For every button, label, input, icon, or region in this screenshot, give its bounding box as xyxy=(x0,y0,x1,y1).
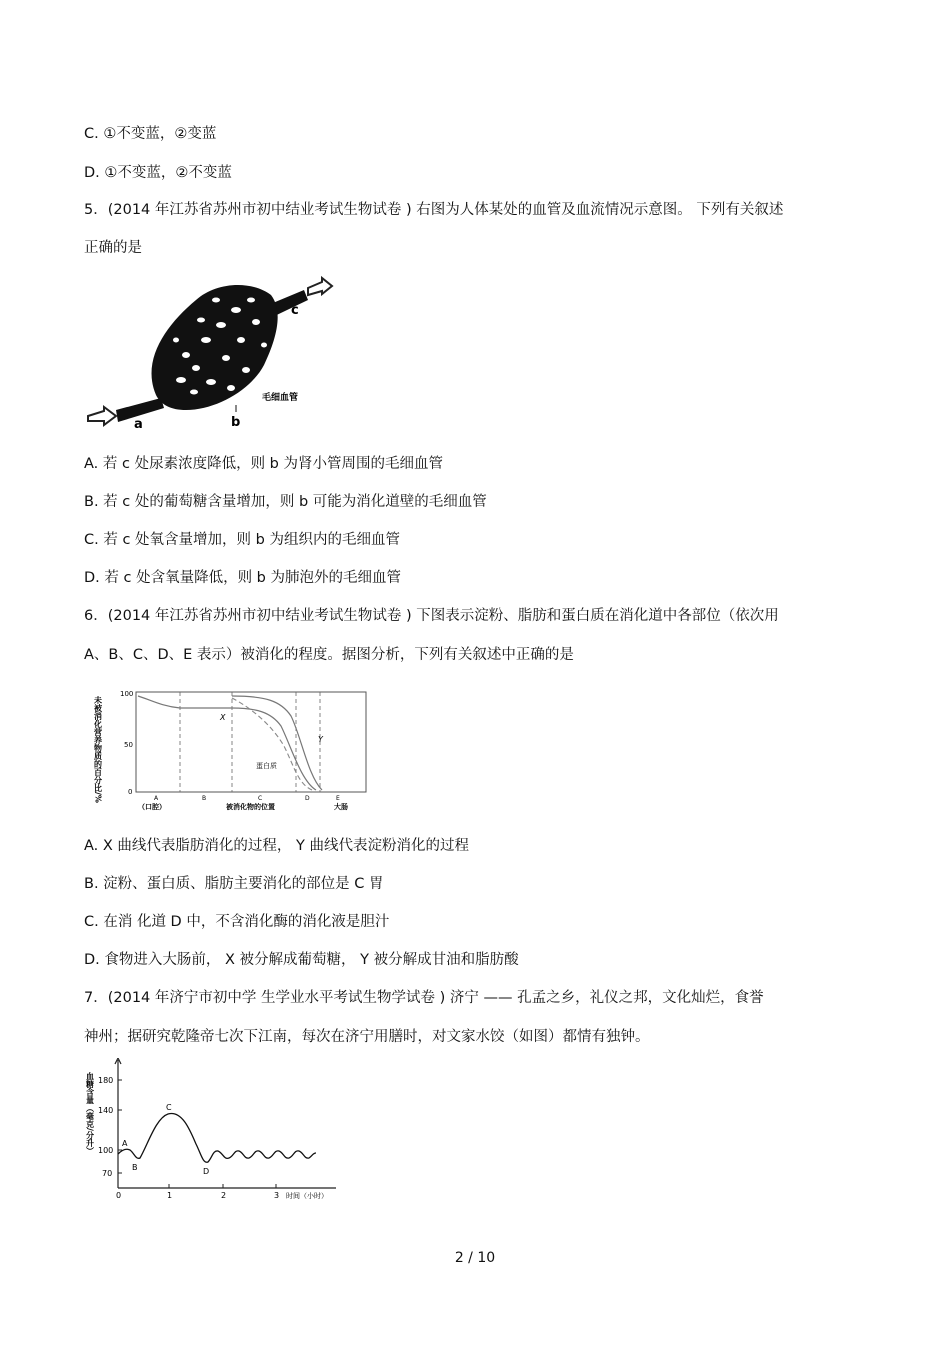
curve-protein xyxy=(232,698,312,790)
capillary-diagram xyxy=(86,270,336,435)
pt-b: B xyxy=(132,1163,138,1172)
option-c-q4: C. ①不变蓝，②变蓝 xyxy=(84,126,217,142)
digestion-ylabel: 未被消化营养物质的百分比/% xyxy=(93,696,103,803)
curve-y xyxy=(232,696,322,790)
bs-x0: 0 xyxy=(116,1191,122,1200)
question-6-stem-cont: A、B、C、D、E 表示）被消化的程度。据图分析，下列有关叙述中正确的是 xyxy=(84,647,574,663)
page-number: 2 / 10 xyxy=(454,1250,496,1266)
bs-y70: 70 xyxy=(102,1169,113,1178)
seg-e: E xyxy=(336,795,340,802)
digestion-y0: 0 xyxy=(128,788,133,796)
curve-x xyxy=(138,696,316,790)
label-capillary: 毛细血管 xyxy=(262,393,299,403)
bs-x2: 2 xyxy=(221,1191,227,1200)
digestion-y50: 50 xyxy=(124,741,133,749)
option-d-q5: D. 若 c 处含氧量降低，则 b 为肺泡外的毛细血管 xyxy=(84,570,401,586)
blood-sugar-curve xyxy=(118,1113,316,1162)
seg-b: B xyxy=(202,795,207,802)
digestion-chart xyxy=(86,686,376,816)
pt-a: A xyxy=(122,1139,128,1148)
bs-y140: 140 xyxy=(98,1106,114,1115)
label-c: c xyxy=(291,303,299,318)
seg-c: C xyxy=(258,795,263,802)
option-a-q5: A. 若 c 处尿素浓度降低，则 b 为肾小管周围的毛细血管 xyxy=(84,456,443,472)
option-c-q6: C. 在消 化道 D 中，不含消化酶的消化液是胆汁 xyxy=(84,914,390,930)
seg-a-sub: （口腔） xyxy=(138,803,166,811)
option-d-q4: D. ①不变蓝，②不变蓝 xyxy=(84,165,232,181)
question-7-stem: 7．(2014 年济宁市初中学 生学业水平考试生物学试卷 ) 济宁 —— 孔孟之乡，礼仪之邦，文化灿烂，食誉 xyxy=(84,990,764,1006)
bs-y100: 100 xyxy=(98,1146,114,1155)
curve-protein-label: 蛋白质 xyxy=(256,762,277,770)
seg-d: D xyxy=(305,795,310,802)
bs-x1: 1 xyxy=(167,1191,173,1200)
pt-c: C xyxy=(166,1103,172,1112)
digestion-y100: 100 xyxy=(120,690,134,698)
option-c-q5: C. 若 c 处氧含量增加，则 b 为组织内的毛细血管 xyxy=(84,532,400,548)
option-b-q5: B. 若 c 处的葡萄糖含量增加，则 b 可能为消化道壁的毛细血管 xyxy=(84,494,487,510)
label-b: b xyxy=(231,415,241,430)
label-a: a xyxy=(134,417,143,432)
option-a-q6: A. X 曲线代表脂肪消化的过程， Y 曲线代表淀粉消化的过程 xyxy=(84,838,469,854)
seg-e-sub: 大肠 xyxy=(334,803,348,811)
option-d-q6: D. 食物进入大肠前， X 被分解成葡萄糖， Y 被分解成甘油和脂肪酸 xyxy=(84,952,519,968)
question-5-stem: 5．(2014 年江苏省苏州市初中结业考试生物试卷 ) 右图为人体某处的血管及血流情况示意图。 下列有关叙述 xyxy=(84,202,784,218)
curve-x-label: X xyxy=(220,713,226,722)
blood-sugar-ylabel: 血糖含量（毫克/分升） xyxy=(86,1072,95,1155)
question-6-stem: 6．(2014 年江苏省苏州市初中结业考试生物试卷 ) 下图表示淀粉、脂肪和蛋白质在消化道中各部位（依次用 xyxy=(84,608,779,624)
bs-xlabel: 时间（小时） xyxy=(286,1192,328,1200)
question-5-stem-cont: 正确的是 xyxy=(84,240,142,256)
curve-y-label: Y xyxy=(318,735,323,744)
seg-a: A xyxy=(154,795,159,802)
question-7-stem-cont: 神州；据研究乾隆帝七次下江南，每次在济宁用膳时，对文家水饺（如图）都情有独钟。 xyxy=(84,1029,650,1045)
blood-sugar-chart xyxy=(86,1058,346,1208)
pt-d: D xyxy=(203,1167,210,1176)
bs-y180: 180 xyxy=(98,1076,114,1085)
option-b-q6: B. 淀粉、蛋白质、脂肪主要消化的部位是 C 胃 xyxy=(84,876,384,892)
digestion-xlabel: 被消化物的位置 xyxy=(226,803,275,811)
bs-x3: 3 xyxy=(274,1191,280,1200)
